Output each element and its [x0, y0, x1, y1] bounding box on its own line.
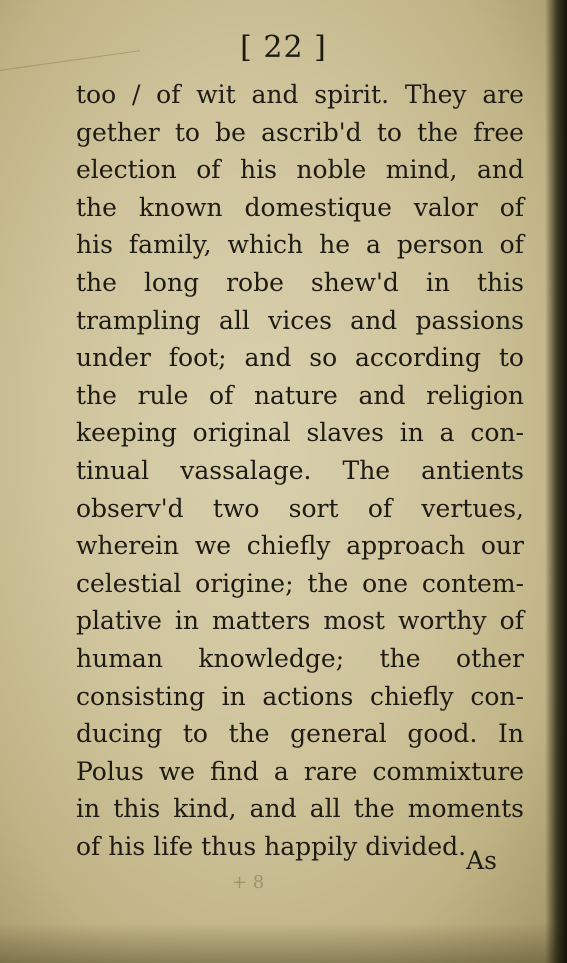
text-line: his family, which he a person of [76, 230, 524, 260]
text-line: Polus we find a rare commixture [76, 756, 524, 786]
page-number: [ 22 ] [240, 30, 327, 65]
text-line: of his life thus happily divided. [76, 831, 467, 861]
text-line: too / of wit and spirit. They are [76, 80, 524, 109]
text-line: observ'd two sort of vertues, [76, 493, 524, 523]
text-line: plative in matters most worthy of [76, 606, 524, 636]
text-line: under foot; and so according to [76, 343, 524, 373]
text-line: ducing to the general good. In [76, 719, 524, 749]
text-line: trampling all vices and passions [76, 305, 524, 335]
text-line: tinual vassalage. The antients [76, 455, 524, 485]
text-line: keeping original slaves in a con- [76, 418, 524, 448]
text-line: the known domestique valor of [76, 192, 524, 222]
text-line: wherein we chiefly approach our [76, 531, 524, 561]
text-line: celestial origine; the one contem- [76, 568, 524, 598]
page-right-edge [545, 0, 567, 963]
bleed-through-mark: + 8 [232, 872, 265, 893]
text-line: the long robe shew'd in this [76, 267, 524, 297]
page-bottom-shadow [0, 923, 567, 963]
text-line: election of his noble mind, and [76, 155, 524, 185]
text-line: the rule of nature and religion [76, 380, 524, 410]
catchword: As [466, 846, 497, 875]
text-line: human knowledge; the other [76, 643, 524, 673]
body-text [76, 76, 524, 865]
text-line: in this kind, and all the moments [76, 794, 524, 824]
text-line: gether to be ascrib'd to the free [76, 117, 524, 147]
text-line: consisting in actions chiefly con- [76, 681, 524, 711]
